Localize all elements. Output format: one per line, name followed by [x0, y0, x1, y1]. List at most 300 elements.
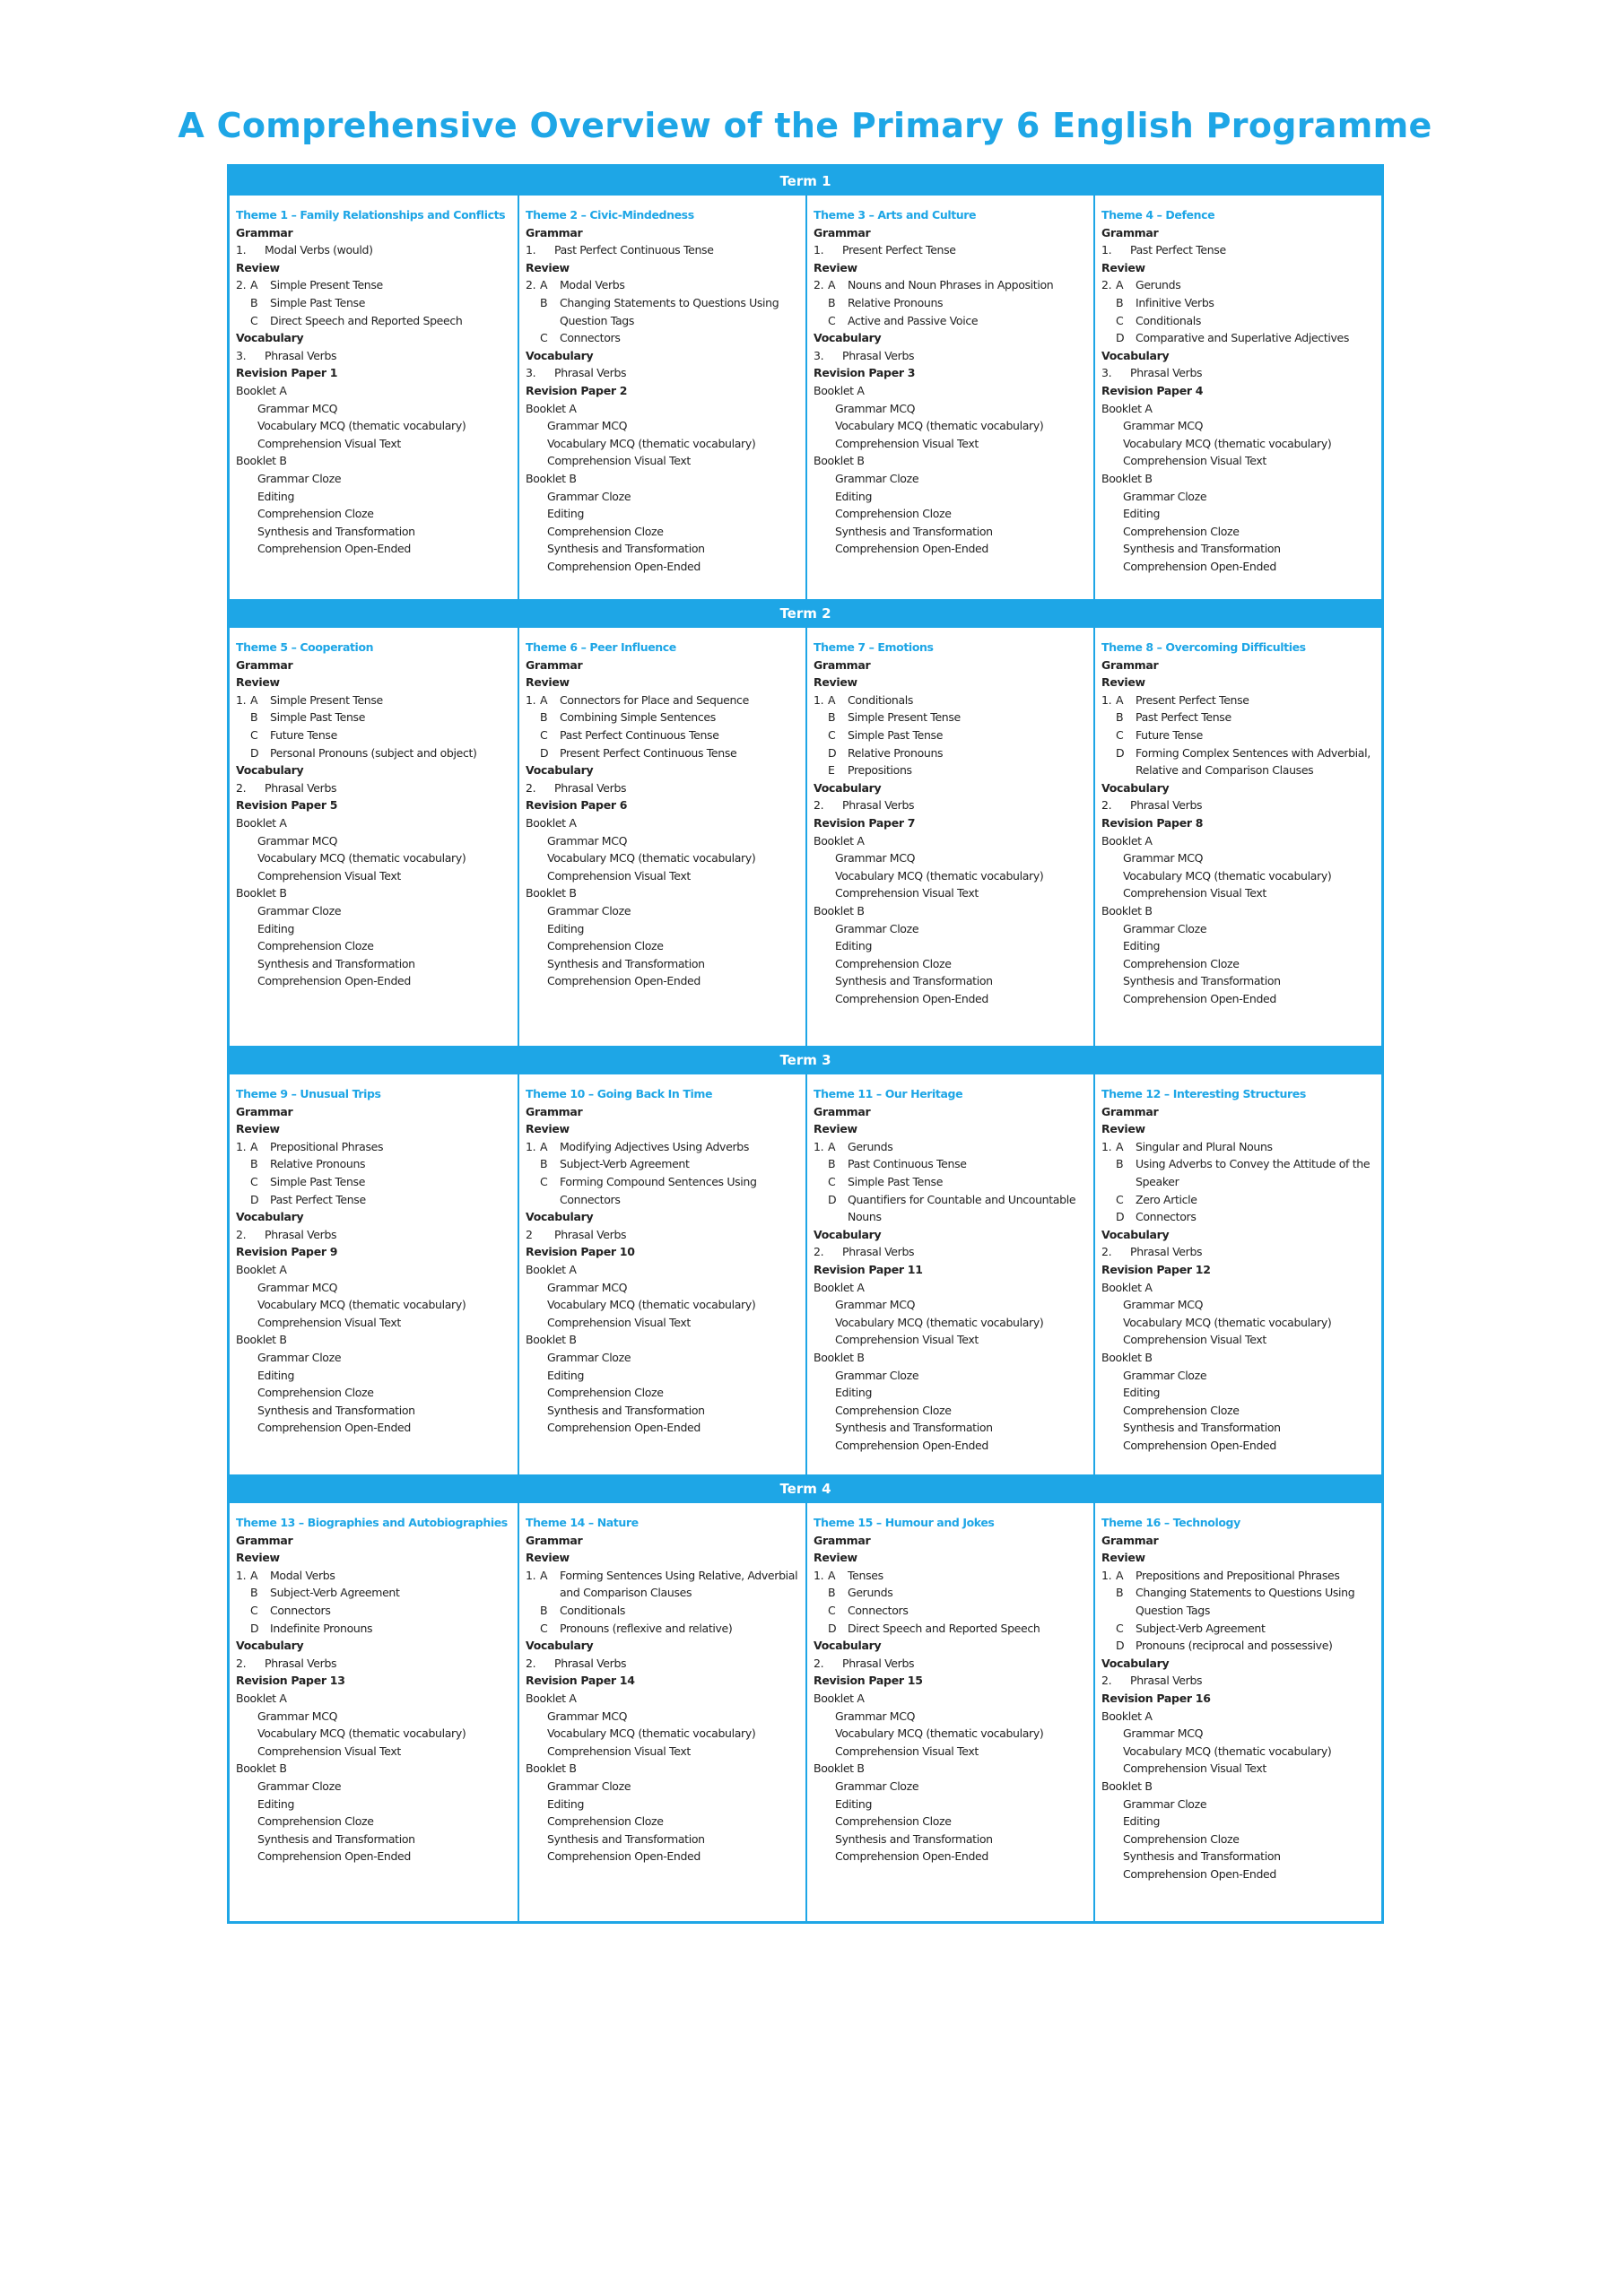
topic-item	[236, 726, 512, 744]
booklet-b-item: Comprehension Open-Ended	[835, 1438, 988, 1452]
booklet-a-item: Comprehension Visual Text	[257, 868, 401, 883]
topic-item	[236, 1620, 512, 1638]
booklet-b-item: Editing	[257, 1368, 295, 1382]
revision-paper-title: Revision Paper 14	[526, 1674, 635, 1688]
programme-overview-table	[227, 164, 1384, 1924]
booklet-b-item: Comprehension Cloze	[547, 524, 664, 538]
booklet-b-item: Synthesis and Transformation	[547, 542, 705, 556]
item-letter: A	[250, 1568, 258, 1582]
booklet-b-label: Booklet B	[526, 1761, 577, 1776]
item-letter: A	[540, 1139, 548, 1153]
booklet-b-item: Grammar Cloze	[257, 471, 342, 485]
booklet-b-item: Grammar Cloze	[1123, 921, 1207, 935]
revision-paper-title: Revision Paper 1	[236, 366, 338, 380]
item-text: Phrasal Verbs	[554, 1227, 627, 1241]
booklet-b-item: Synthesis and Transformation	[1123, 1849, 1281, 1864]
item-letter: C	[1116, 1192, 1124, 1206]
booklet-a-item: Grammar MCQ	[835, 851, 916, 865]
item-letter: C	[540, 727, 548, 742]
section-heading: Vocabulary	[526, 1639, 594, 1653]
booklet-a-label: Booklet A	[526, 1691, 577, 1705]
item-letter: A	[540, 278, 548, 292]
item-letter: A	[828, 1568, 836, 1582]
item-text: Comparative and Superlative Adjectives	[1136, 331, 1350, 345]
item-number: 2.	[236, 1227, 247, 1241]
section-heading: Review	[526, 1551, 570, 1565]
page-title: A Comprehensive Overview of the Primary 6 English Programme	[178, 106, 1432, 145]
item-text: Present Perfect Continuous Tense	[560, 745, 737, 760]
item-text: Phrasal Verbs	[842, 1245, 915, 1259]
item-number: 2.	[1101, 1245, 1112, 1259]
topic-item	[526, 329, 800, 347]
booklet-a-item: Comprehension Visual Text	[547, 454, 691, 468]
booklet-b-item: Comprehension Cloze	[835, 1403, 952, 1417]
booklet-b-item: Editing	[257, 921, 295, 935]
topic-item	[814, 1655, 1088, 1673]
term-header: Term 4	[230, 1474, 1381, 1503]
item-spacer	[540, 364, 554, 382]
booklet-b-item: Comprehension Cloze	[835, 956, 952, 970]
revision-paper-title: Revision Paper 13	[236, 1674, 345, 1688]
booklet-a-item: Grammar MCQ	[547, 1709, 628, 1723]
booklet-b-item: Comprehension Open-Ended	[257, 974, 411, 988]
item-text: Pronouns (reflexive and relative)	[560, 1621, 733, 1635]
item-letter: C	[540, 331, 548, 345]
booklet-a-item: Grammar MCQ	[1123, 419, 1204, 433]
section-heading: Review	[526, 675, 570, 690]
booklet-a-item: Comprehension Visual Text	[1123, 886, 1266, 900]
item-spacer	[828, 796, 842, 814]
item-letter: B	[1116, 1157, 1124, 1171]
item-letter: A	[1116, 692, 1124, 707]
theme-title: Theme 6 – Peer Influence	[526, 640, 676, 654]
booklet-b-item: Editing	[547, 1368, 585, 1382]
topic-item	[236, 276, 512, 294]
booklet-a-item: Comprehension Visual Text	[257, 1315, 401, 1329]
topic-item	[526, 1138, 800, 1156]
booklet-a-item: Comprehension Visual Text	[257, 1744, 401, 1758]
booklet-a-item: Grammar MCQ	[835, 1298, 916, 1312]
item-spacer	[828, 1243, 842, 1261]
booklet-b-item: Comprehension Open-Ended	[1123, 559, 1276, 573]
item-text: Direct Speech and Reported Speech	[848, 1621, 1040, 1635]
booklet-b-item: Comprehension Open-Ended	[1123, 1438, 1276, 1452]
section-heading: Review	[526, 1122, 570, 1136]
item-number: 2.	[814, 1656, 824, 1670]
item-text: Changing Statements to Questions Using Question Tags	[1136, 1586, 1355, 1617]
item-letter: D	[1116, 331, 1125, 345]
booklet-b-item: Synthesis and Transformation	[257, 1403, 415, 1417]
theme-title: Theme 13 – Biographies and Autobiographies	[236, 1516, 508, 1529]
booklet-b-item: Editing	[835, 489, 873, 503]
booklet-b-item: Synthesis and Transformation	[547, 1403, 705, 1417]
booklet-b-item: Comprehension Open-Ended	[547, 1849, 701, 1864]
revision-paper-title: Revision Paper 16	[1101, 1691, 1211, 1705]
theme-cell	[1093, 628, 1381, 1046]
revision-paper-title: Revision Paper 7	[814, 815, 916, 830]
booklet-b-item: Editing	[835, 1386, 873, 1400]
item-spacer	[540, 1655, 554, 1673]
item-text: Simple Past Tense	[270, 295, 366, 309]
booklet-a-item: Grammar MCQ	[835, 401, 916, 415]
item-spacer	[1116, 1243, 1130, 1261]
topic-item	[814, 1567, 1088, 1585]
term-header: Term 3	[230, 1046, 1381, 1074]
item-text: Past Perfect Tense	[270, 1192, 366, 1206]
item-letter: C	[828, 727, 836, 742]
item-letter: D	[250, 745, 259, 760]
item-text: Phrasal Verbs	[842, 348, 915, 362]
item-text: Modifying Adjectives Using Adverbs	[560, 1139, 749, 1153]
item-number	[236, 1620, 250, 1638]
booklet-a-item: Vocabulary MCQ (thematic vocabulary)	[1123, 436, 1332, 450]
term-row	[230, 1503, 1381, 1921]
item-number	[814, 1602, 828, 1620]
item-text: Connectors for Place and Sequence	[560, 692, 749, 707]
topic-item	[814, 294, 1088, 312]
theme-cell	[805, 1074, 1093, 1474]
item-letter: A	[540, 692, 548, 707]
item-text: Gerunds	[848, 1586, 893, 1600]
booklet-b-label: Booklet B	[1101, 471, 1153, 485]
booklet-b-item: Grammar Cloze	[1123, 1368, 1207, 1382]
item-number	[236, 1602, 250, 1620]
booklet-b-item: Editing	[835, 939, 873, 953]
item-number	[814, 312, 828, 330]
item-text: Phrasal Verbs	[1130, 366, 1203, 380]
section-heading: Review	[1101, 260, 1145, 274]
item-number: 3.	[814, 348, 824, 362]
booklet-b-item: Editing	[547, 1796, 585, 1811]
item-number: 1.	[814, 692, 824, 707]
item-text: Indefinite Pronouns	[270, 1621, 373, 1635]
item-text: Simple Present Tense	[270, 692, 383, 707]
booklet-b-label: Booklet B	[236, 886, 287, 900]
item-text: Tenses	[848, 1568, 883, 1582]
theme-title: Theme 12 – Interesting Structures	[1101, 1087, 1306, 1100]
topic-item	[1101, 1155, 1376, 1190]
term-row	[230, 196, 1381, 599]
item-spacer	[250, 779, 265, 797]
booklet-b-item: Comprehension Cloze	[547, 1386, 664, 1400]
item-letter: C	[540, 1621, 548, 1635]
booklet-b-item: Comprehension Cloze	[835, 507, 952, 521]
topic-item	[236, 691, 512, 709]
section-heading: Vocabulary	[1101, 348, 1170, 362]
topic-item	[814, 796, 1088, 814]
item-number: 2.	[814, 798, 824, 813]
item-letter: A	[828, 1139, 836, 1153]
item-number: 1.	[526, 243, 536, 257]
booklet-b-item: Editing	[1123, 1386, 1161, 1400]
item-number	[236, 1173, 250, 1191]
item-text: Nouns and Noun Phrases in Apposition	[848, 278, 1054, 292]
item-text: Prepositional Phrases	[270, 1139, 384, 1153]
booklet-b-item: Editing	[835, 1796, 873, 1811]
topic-item	[1101, 796, 1376, 814]
section-heading: Grammar	[1101, 1533, 1159, 1547]
section-heading: Vocabulary	[236, 1639, 304, 1653]
section-heading: Vocabulary	[1101, 1656, 1170, 1670]
booklet-b-item: Comprehension Cloze	[257, 507, 374, 521]
theme-cell	[805, 628, 1093, 1046]
topic-item	[236, 1191, 512, 1209]
item-letter: B	[250, 1157, 258, 1171]
theme-title: Theme 7 – Emotions	[814, 640, 934, 654]
booklet-a-label: Booklet A	[814, 383, 865, 397]
item-number: 2.	[236, 1656, 247, 1670]
item-text: Relative Pronouns	[270, 1157, 366, 1171]
topic-item	[236, 1226, 512, 1244]
booklet-a-item: Vocabulary MCQ (thematic vocabulary)	[835, 1726, 1044, 1741]
booklet-b-item: Comprehension Open-Ended	[835, 1849, 988, 1864]
item-number	[526, 744, 540, 762]
topic-item	[814, 1173, 1088, 1191]
item-letter: B	[250, 1586, 258, 1600]
topic-item	[814, 1620, 1088, 1638]
item-number: 1.	[1101, 243, 1112, 257]
topic-item	[526, 1567, 800, 1602]
item-text: Simple Past Tense	[848, 1174, 944, 1188]
topic-item	[1101, 1620, 1376, 1638]
section-heading: Vocabulary	[814, 1227, 882, 1241]
item-number	[526, 1620, 540, 1638]
booklet-b-item: Grammar Cloze	[835, 471, 919, 485]
booklet-b-label: Booklet B	[814, 903, 865, 918]
item-text: Past Perfect Continuous Tense	[554, 243, 714, 257]
booklet-a-item: Vocabulary MCQ (thematic vocabulary)	[257, 1726, 466, 1741]
item-number	[814, 761, 828, 779]
booklet-b-label: Booklet B	[1101, 903, 1153, 918]
topic-item	[526, 709, 800, 726]
item-text: Modal Verbs (would)	[265, 243, 373, 257]
item-text: Connectors	[848, 1603, 909, 1617]
topic-item	[814, 1191, 1088, 1226]
topic-item	[1101, 1138, 1376, 1156]
section-heading: Vocabulary	[236, 331, 304, 345]
item-letter: B	[540, 295, 548, 309]
item-number: 1.	[236, 243, 247, 257]
item-letter: A	[1116, 1139, 1124, 1153]
item-text: Phrasal Verbs	[265, 1227, 337, 1241]
theme-cell	[230, 1074, 518, 1474]
revision-paper-title: Revision Paper 8	[1101, 815, 1204, 830]
item-number: 2.	[1101, 1674, 1112, 1688]
booklet-b-item: Grammar Cloze	[835, 1368, 919, 1382]
booklet-b-item: Editing	[1123, 939, 1161, 953]
booklet-b-item: Comprehension Open-Ended	[257, 1849, 411, 1864]
booklet-a-label: Booklet A	[526, 1262, 577, 1276]
item-letter: C	[250, 1174, 258, 1188]
item-letter: A	[250, 692, 258, 707]
booklet-a-item: Comprehension Visual Text	[835, 1744, 979, 1758]
topic-item	[814, 1584, 1088, 1602]
section-heading: Review	[526, 260, 570, 274]
item-spacer	[540, 1226, 554, 1244]
item-number	[1101, 1620, 1116, 1638]
topic-item	[1101, 1567, 1376, 1585]
item-text: Past Continuous Tense	[848, 1157, 967, 1171]
topic-item	[814, 1138, 1088, 1156]
term-row	[230, 1074, 1381, 1474]
booklet-b-item: Synthesis and Transformation	[835, 974, 993, 988]
booklet-a-item: Grammar MCQ	[257, 1280, 338, 1294]
booklet-a-item: Comprehension Visual Text	[835, 1333, 979, 1347]
item-text: Phrasal Verbs	[554, 366, 627, 380]
item-number	[526, 1155, 540, 1173]
topic-item	[236, 347, 512, 365]
booklet-a-label: Booklet A	[1101, 1280, 1153, 1294]
topic-item	[814, 312, 1088, 330]
booklet-b-item: Synthesis and Transformation	[257, 524, 415, 538]
item-text: Connectors	[560, 331, 621, 345]
theme-title: Theme 5 – Cooperation	[236, 640, 374, 654]
booklet-b-item: Comprehension Cloze	[257, 1814, 374, 1829]
item-letter: B	[540, 710, 548, 725]
theme-title: Theme 10 – Going Back In Time	[526, 1087, 713, 1100]
booklet-a-item: Grammar MCQ	[1123, 1726, 1204, 1741]
booklet-b-item: Synthesis and Transformation	[1123, 542, 1281, 556]
section-heading: Vocabulary	[526, 1210, 594, 1224]
section-heading: Grammar	[1101, 225, 1159, 239]
topic-item	[1101, 1208, 1376, 1226]
section-heading: Grammar	[814, 1104, 871, 1118]
topic-item	[1101, 241, 1376, 259]
theme-title: Theme 16 – Technology	[1101, 1516, 1240, 1529]
booklet-b-item: Grammar Cloze	[257, 1779, 342, 1793]
booklet-b-item: Synthesis and Transformation	[547, 1831, 705, 1846]
item-letter: C	[828, 313, 836, 327]
item-number: 1.	[814, 1139, 824, 1153]
item-text: Phrasal Verbs	[1130, 798, 1203, 813]
section-heading: Grammar	[526, 1104, 583, 1118]
booklet-a-item: Vocabulary MCQ (thematic vocabulary)	[835, 1315, 1044, 1329]
item-number: 2.	[526, 1656, 536, 1670]
booklet-a-item: Vocabulary MCQ (thematic vocabulary)	[257, 851, 466, 865]
booklet-a-item: Comprehension Visual Text	[835, 886, 979, 900]
topic-item	[236, 1138, 512, 1156]
theme-title: Theme 15 – Humour and Jokes	[814, 1516, 995, 1529]
booklet-b-item: Comprehension Open-Ended	[547, 559, 701, 573]
item-number	[814, 1155, 828, 1173]
item-number: 1.	[1101, 1568, 1112, 1582]
item-spacer	[250, 241, 265, 259]
item-number	[814, 1620, 828, 1638]
item-number	[814, 1191, 828, 1226]
section-heading: Review	[236, 1122, 280, 1136]
item-number	[814, 1173, 828, 1191]
item-letter: A	[540, 1568, 548, 1582]
booklet-b-item: Comprehension Open-Ended	[1123, 991, 1276, 1005]
item-number	[236, 294, 250, 312]
item-spacer	[1116, 364, 1130, 382]
topic-item	[1101, 294, 1376, 312]
item-number: 1.	[236, 692, 247, 707]
booklet-a-item: Comprehension Visual Text	[1123, 1333, 1266, 1347]
item-number	[1101, 726, 1116, 744]
booklet-b-label: Booklet B	[814, 1761, 865, 1776]
booklet-a-item: Grammar MCQ	[547, 1280, 628, 1294]
item-number	[236, 1155, 250, 1173]
booklet-b-item: Grammar Cloze	[547, 1350, 631, 1364]
topic-item	[526, 364, 800, 382]
booklet-b-item: Grammar Cloze	[1123, 1796, 1207, 1811]
booklet-b-item: Comprehension Open-Ended	[835, 991, 988, 1005]
booklet-b-item: Comprehension Open-Ended	[1123, 1866, 1276, 1881]
topic-item	[814, 691, 1088, 709]
booklet-a-item: Comprehension Visual Text	[547, 1315, 691, 1329]
topic-item	[814, 761, 1088, 779]
booklet-a-item: Vocabulary MCQ (thematic vocabulary)	[547, 1726, 756, 1741]
section-heading: Review	[1101, 1122, 1145, 1136]
booklet-a-label: Booklet A	[1101, 833, 1153, 848]
revision-paper-title: Revision Paper 9	[236, 1245, 338, 1259]
item-number	[236, 1191, 250, 1209]
item-letter: A	[250, 278, 258, 292]
booklet-a-item: Comprehension Visual Text	[547, 868, 691, 883]
booklet-b-item: Editing	[547, 921, 585, 935]
booklet-a-label: Booklet A	[236, 815, 287, 830]
topic-item	[526, 276, 800, 294]
item-letter: C	[828, 1603, 836, 1617]
topic-item	[526, 1173, 800, 1208]
term-row	[230, 628, 1381, 1046]
item-letter: B	[1116, 1586, 1124, 1600]
item-letter: D	[1116, 745, 1125, 760]
booklet-a-label: Booklet A	[236, 1691, 287, 1705]
item-letter: C	[540, 1174, 548, 1188]
item-letter: D	[540, 745, 549, 760]
item-number: 3.	[526, 366, 536, 380]
topic-item	[526, 726, 800, 744]
booklet-a-item: Grammar MCQ	[1123, 851, 1204, 865]
item-letter: B	[250, 295, 258, 309]
topic-item	[526, 1620, 800, 1638]
booklet-a-item: Grammar MCQ	[257, 1709, 338, 1723]
item-text: Subject-Verb Agreement	[270, 1586, 400, 1600]
item-letter: B	[828, 1586, 836, 1600]
booklet-b-label: Booklet B	[1101, 1779, 1153, 1793]
section-heading: Vocabulary	[814, 780, 882, 795]
item-text: Singular and Plural Nouns	[1136, 1139, 1273, 1153]
item-text: Phrasal Verbs	[265, 780, 337, 795]
topic-item	[1101, 1672, 1376, 1690]
item-letter: D	[828, 1621, 837, 1635]
item-number	[1101, 1155, 1116, 1190]
item-text: Future Tense	[270, 727, 337, 742]
booklet-b-item: Synthesis and Transformation	[835, 1421, 993, 1435]
booklet-b-item: Synthesis and Transformation	[1123, 1421, 1281, 1435]
booklet-b-item: Synthesis and Transformation	[835, 1831, 993, 1846]
topic-item	[814, 276, 1088, 294]
item-number: 1.	[526, 692, 536, 707]
booklet-b-label: Booklet B	[236, 1761, 287, 1776]
item-letter: B	[540, 1603, 548, 1617]
topic-item	[814, 709, 1088, 726]
item-text: Prepositions and Prepositional Phrases	[1136, 1568, 1340, 1582]
topic-item	[814, 1155, 1088, 1173]
item-number: 2.	[526, 780, 536, 795]
item-number	[526, 1173, 540, 1208]
item-number: 3.	[1101, 366, 1112, 380]
item-number	[1101, 744, 1116, 779]
topic-item	[526, 779, 800, 797]
booklet-a-item: Grammar MCQ	[547, 833, 628, 848]
item-text: Past Perfect Continuous Tense	[560, 727, 719, 742]
item-spacer	[250, 1226, 265, 1244]
item-text: Gerunds	[848, 1139, 893, 1153]
revision-paper-title: Revision Paper 11	[814, 1262, 923, 1276]
